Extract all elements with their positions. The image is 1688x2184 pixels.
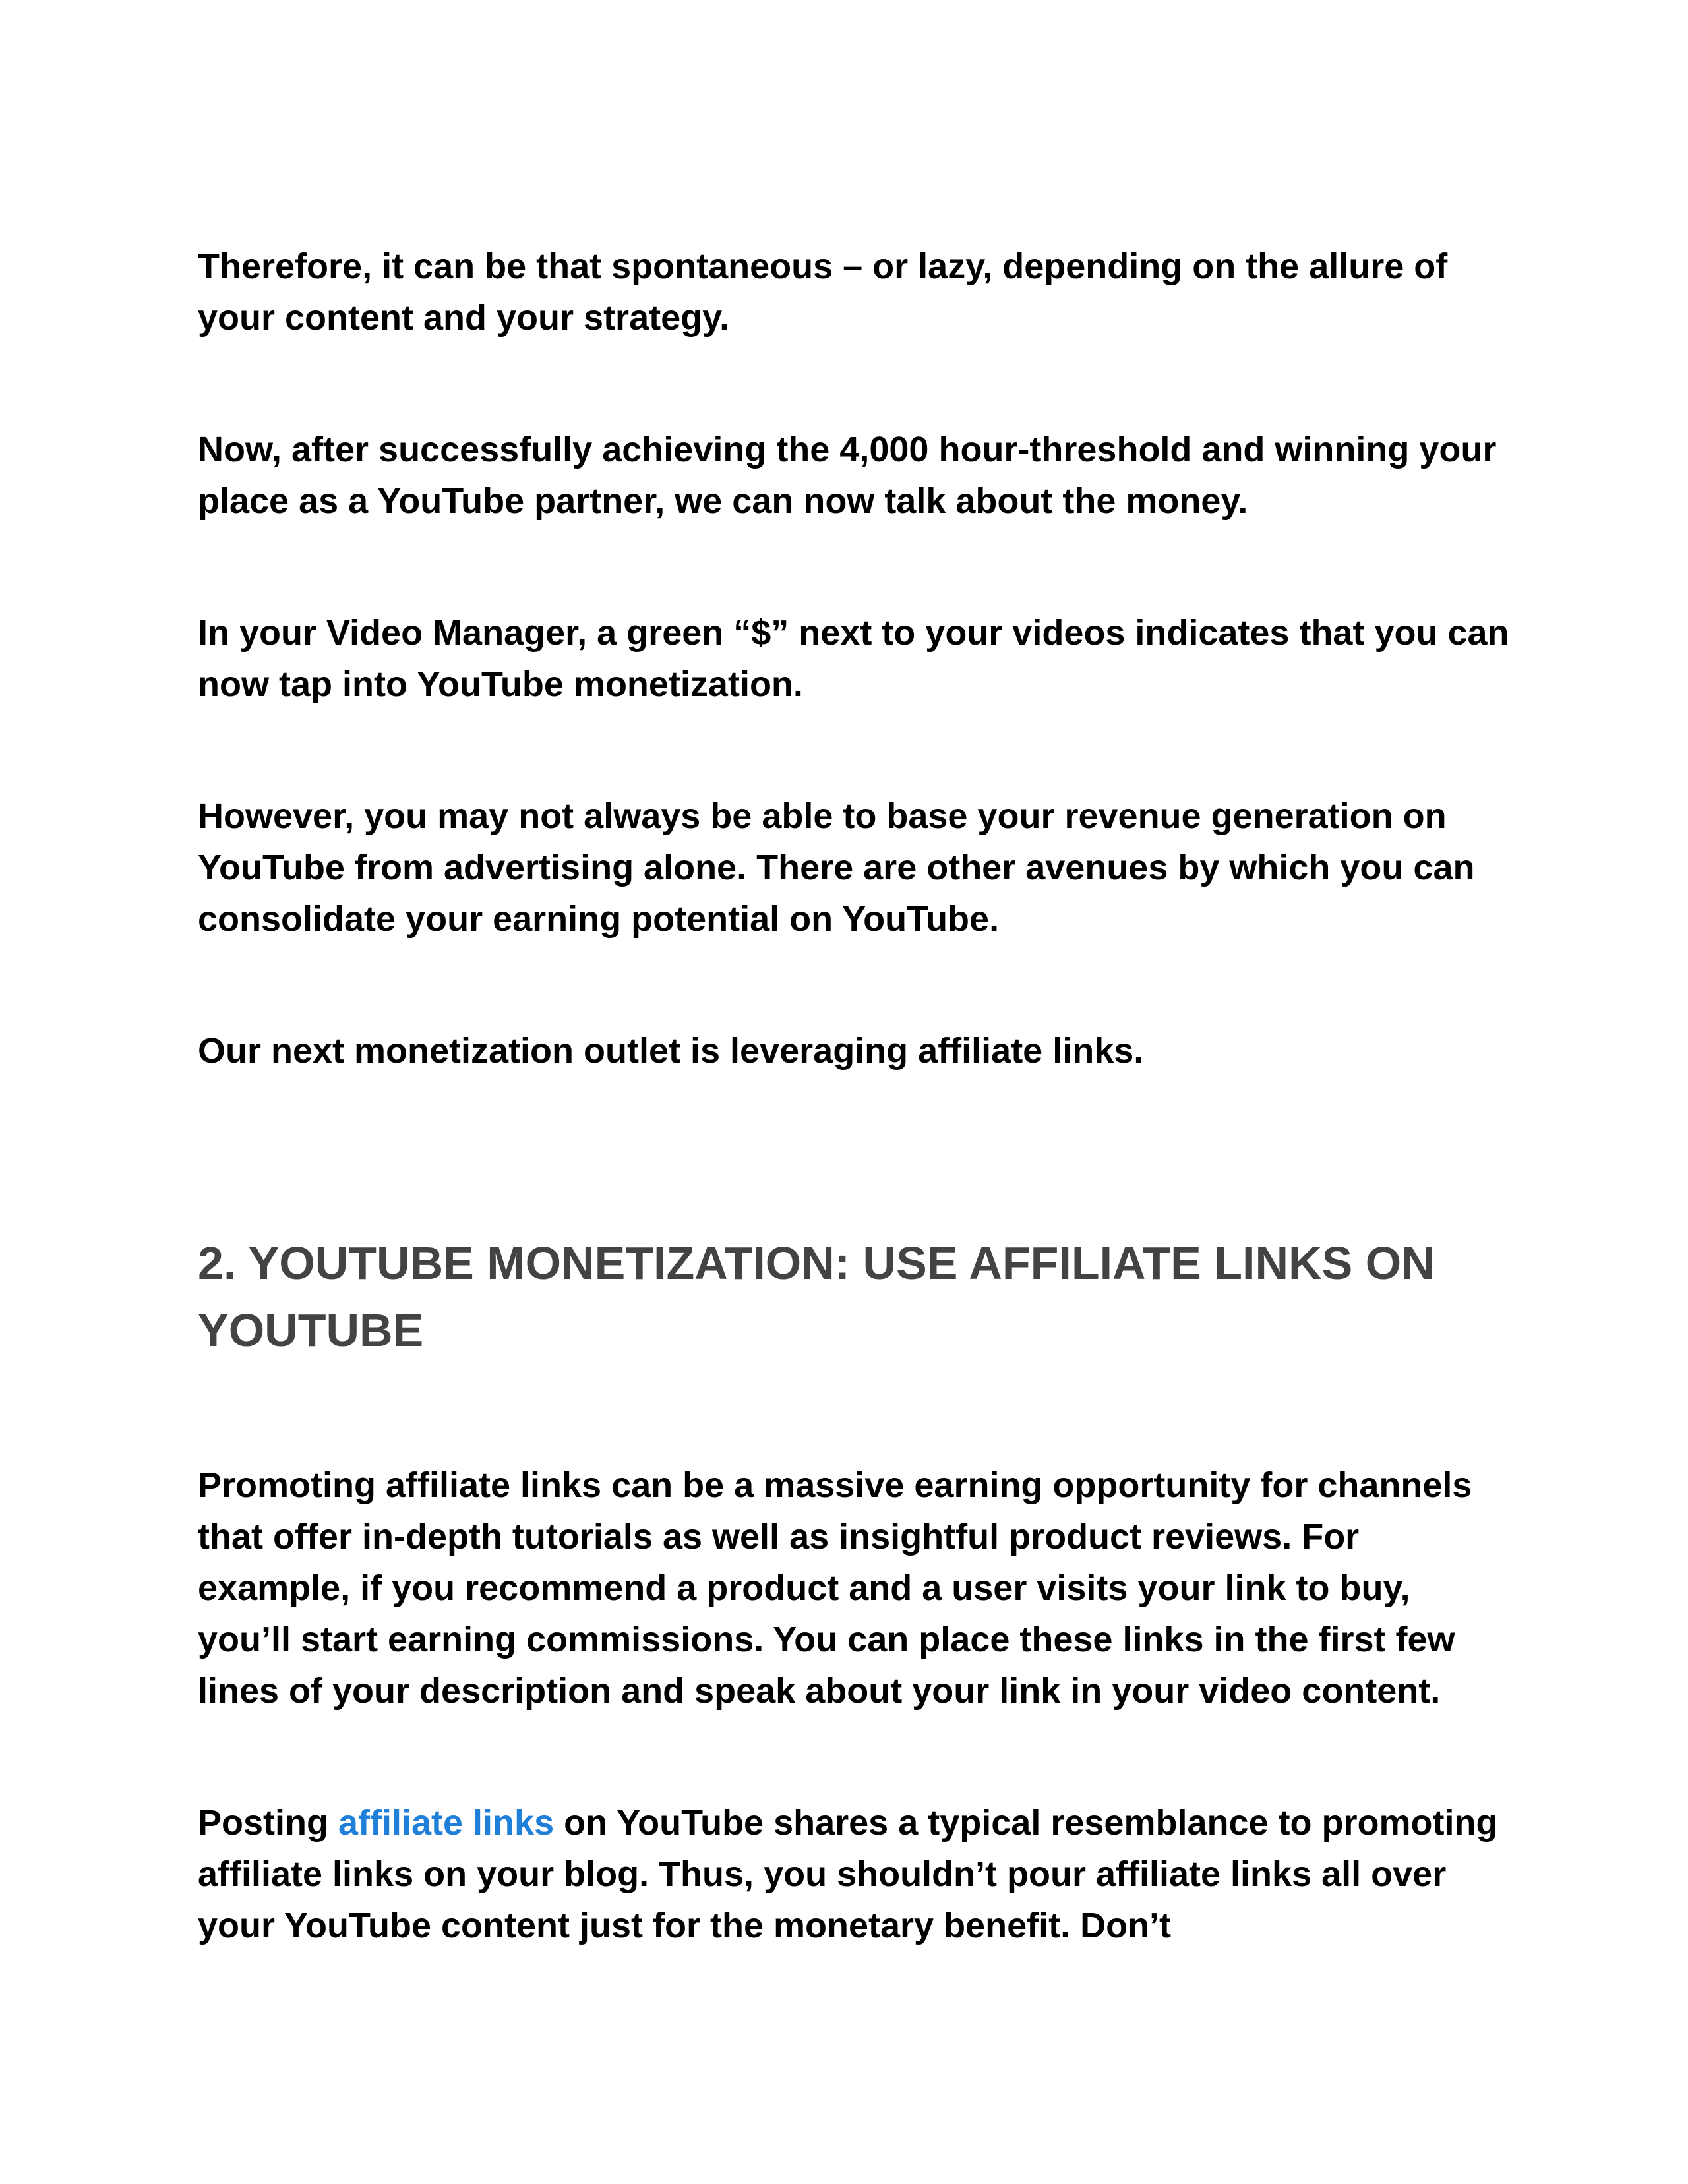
section-heading: 2. YOUTUBE MONETIZATION: USE AFFILIATE LINKS ON YOUTUBE (198, 1237, 1435, 1356)
paragraph-video-manager: In your Video Manager, a green “$” next to your videos indicates that you can now tap into YouTube monetization. (198, 613, 1509, 704)
document-page (198, 241, 1510, 1951)
affiliate-links-link[interactable]: affiliate links (338, 1803, 555, 1843)
paragraph-promoting-affiliate-links: Promoting affiliate links can be a massive earning opportunity for channels that offer in-depth tutorials as well as insightful product reviews. For example, if you recommend a product and a user visits your link to buy, you’ll start earning commissions. You can place these links in the first few lines of your description and speak about your link in your video content. (198, 1465, 1472, 1711)
paragraph-next-outlet: Our next monetization outlet is leveraging affiliate links. (198, 1031, 1144, 1071)
paragraph-posting-affiliate-links (198, 1797, 1510, 1951)
paragraph-spontaneous: Therefore, it can be that spontaneous – or lazy, depending on the allure of your content and your strategy. (198, 247, 1448, 338)
paragraph-revenue-avenues: However, you may not always be able to base your revenue generation on YouTube from advertising alone. There are other avenues by which you can consolidate your earning potential on YouTube. (198, 796, 1475, 939)
paragraph-youtube-partner: Now, after successfully achieving the 4,000 hour-threshold and winning your place as a YouTube partner, we can now talk about the money. (198, 430, 1497, 521)
paragraph-text-after-link: on YouTube shares a typical resemblance to promoting affiliate links on your blog. Thus, you shouldn’t pour affiliate links all over your YouTube content just for the monetary benefit. Don’t (198, 1803, 1498, 1945)
paragraph-text-before-link: Posting (198, 1803, 338, 1843)
